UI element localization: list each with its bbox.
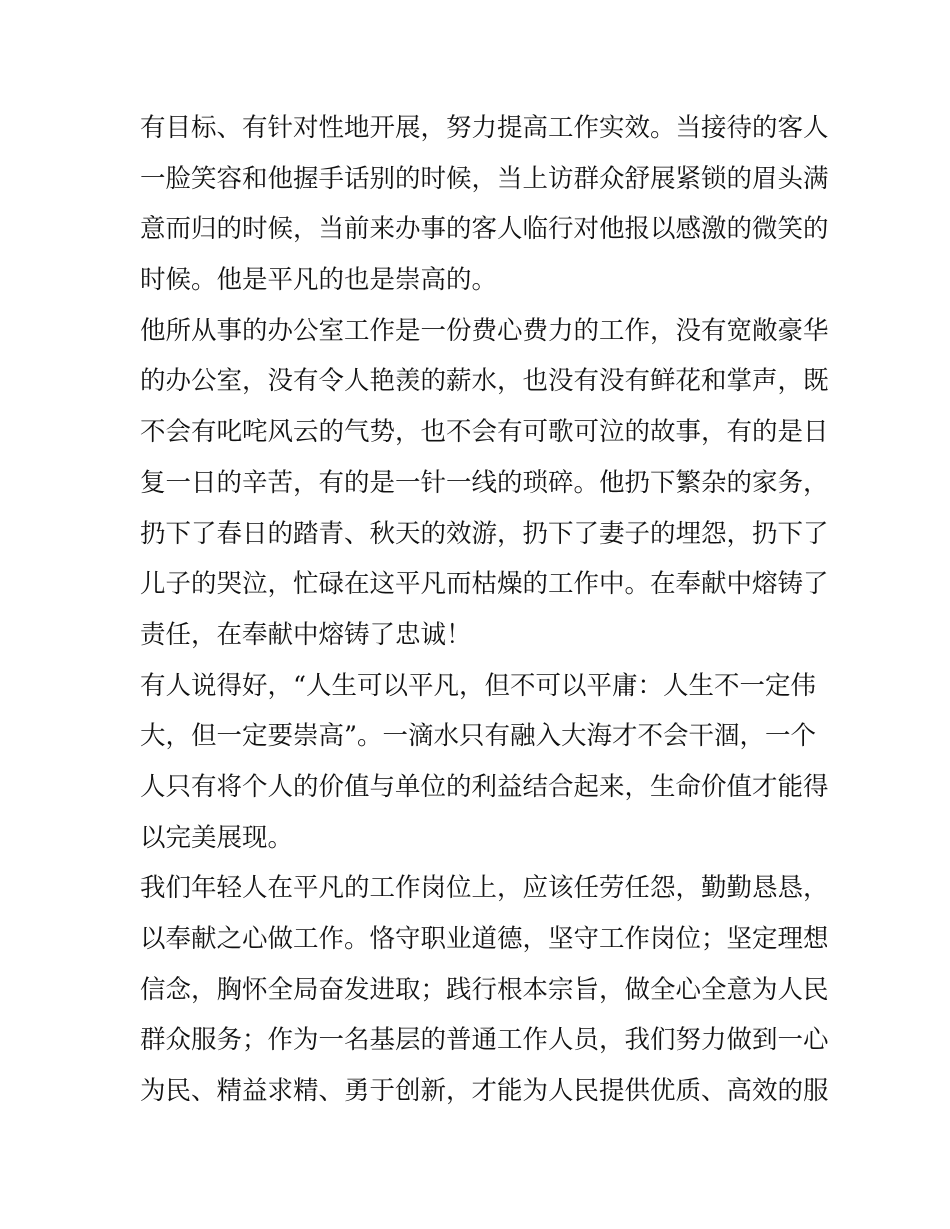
- text-line: 的办公室，没有令人艳羡的薪水，也没有没有鲜花和掌声，既: [140, 366, 829, 397]
- text-line: 有人说得好，“人生可以平凡，但不可以平庸：人生不一定伟: [140, 670, 817, 701]
- text-line: 以奉献之心做工作。恪守职业道德，坚守工作岗位；坚定理想: [140, 924, 829, 954]
- text-line: 有目标、有针对性地开展，努力提高工作实效。当接待的客人: [140, 113, 829, 143]
- text-line: 人只有将个人的价值与单位的利益结合起来，生命价值才能得: [140, 771, 829, 802]
- text-line: 责任，在奉献中熔铸了忠诚！: [140, 619, 472, 650]
- text-line: 群众服务；作为一名基层的普通工作人员，我们努力做到一心: [140, 1025, 829, 1056]
- text-line: 不会有叱咤风云的气势，也不会有可歌可泣的故事，有的是日: [140, 417, 829, 448]
- text-line: 扔下了春日的踏青、秋天的效游，扔下了妻子的埋怨，扔下了: [140, 518, 829, 549]
- text-line: 信念，胸怀全局奋发进取；践行根本宗旨，做全心全意为人民: [140, 974, 829, 1005]
- text-line: 大，但一定要崇高”。一滴水只有融入大海才不会干涸，一个: [140, 721, 817, 752]
- text-line: 他所从事的办公室工作是一份费心费力的工作，没有宽敞豪华: [140, 315, 829, 346]
- text-line: 儿子的哭泣，忙碌在这平凡而枯燥的工作中。在奉献中熔铸了: [140, 569, 829, 600]
- body-text: [140, 103, 829, 1117]
- text-line: 意而归的时候，当前来办事的客人临行对他报以感激的微笑的: [140, 214, 829, 245]
- text-line: 我们年轻人在平凡的工作岗位上，应该任劳任怨，勤勤恳恳，: [140, 873, 829, 904]
- text-line: 时候。他是平凡的也是崇高的。: [140, 265, 498, 296]
- text-line: 以完美展现。: [140, 822, 294, 853]
- text-line: 一脸笑容和他握手话别的时候，当上访群众舒展紧锁的眉头满: [140, 163, 829, 194]
- text-line: 为民、精益求精、勇于创新，才能为人民提供优质、高效的服: [140, 1076, 829, 1107]
- text-line: 复一日的辛苦，有的是一针一线的琐碎。他扔下繁杂的家务，: [140, 467, 829, 498]
